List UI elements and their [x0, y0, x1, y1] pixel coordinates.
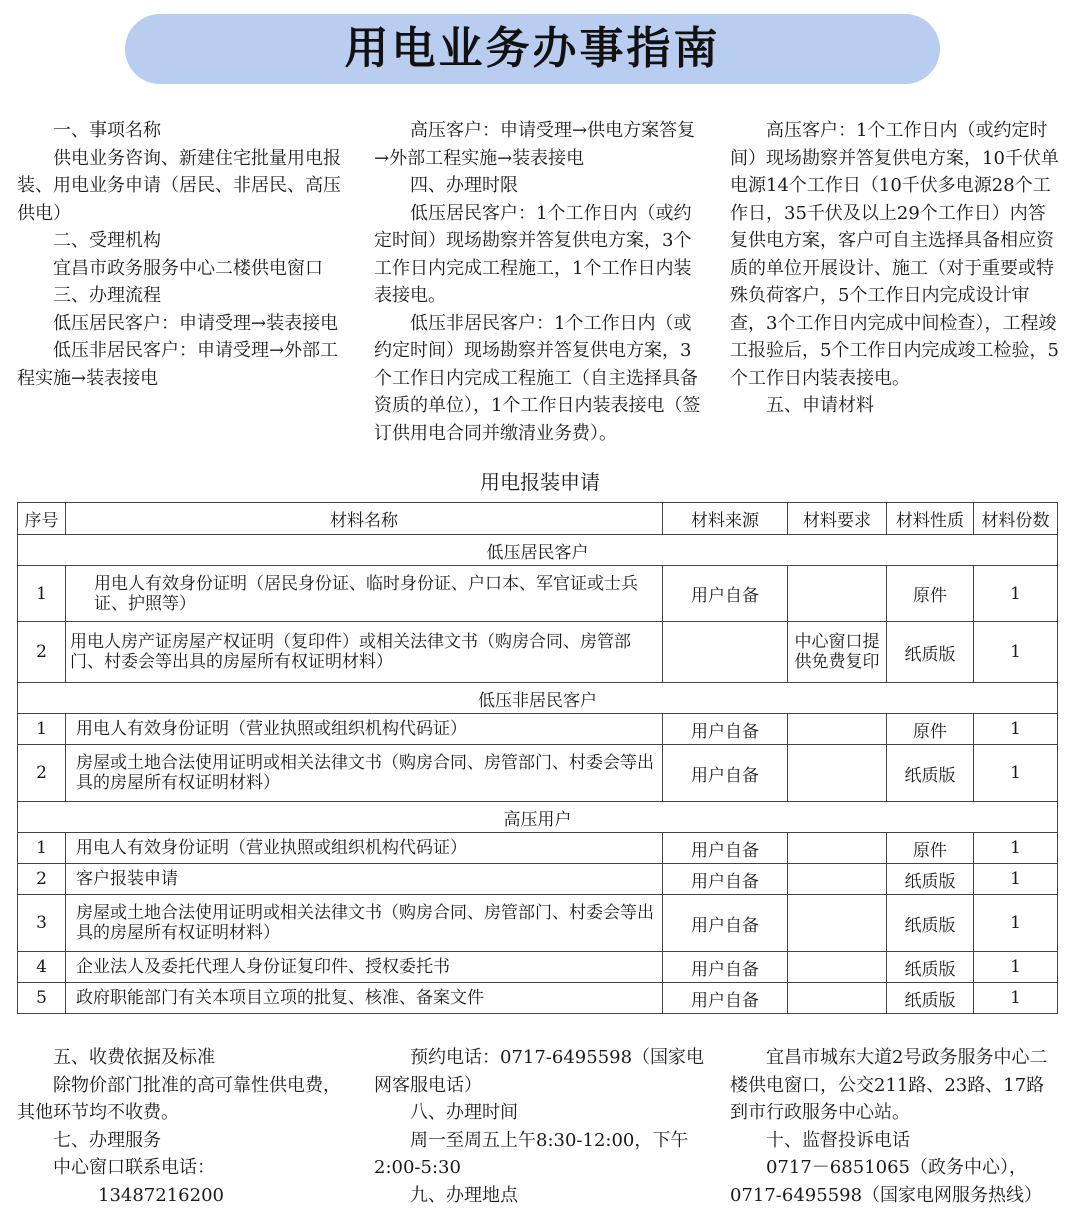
cell-no: 1 — [18, 714, 66, 745]
table-row — [18, 983, 1058, 1014]
cell-count: 1 — [974, 833, 1058, 864]
cell-name: 用电人房产证房屋产权证明（复印件）或相关法律文书（购房合同、房管部门、村委会等出具的房屋所有权证明材料） — [66, 622, 663, 683]
cell-no: 2 — [18, 745, 66, 802]
cell-nature: 纸质版 — [887, 745, 974, 802]
table-title: 用电报装申请 — [480, 470, 600, 494]
paragraph: 供电业务咨询、新建住宅批量用电报装、用电业务申请（居民、非居民、高压供电） — [17, 147, 341, 224]
table-row — [18, 745, 1058, 802]
intro-column-1 — [17, 117, 347, 392]
cell-name: 用电人有效身份证明（居民身份证、临时身份证、户口本、军官证或士兵证、护照等） — [66, 566, 663, 622]
cell-source: 用户自备 — [663, 566, 788, 622]
paragraph: 预约电话：0717-6495598（国家电网客服电话） — [374, 1047, 705, 1096]
section-row: 高压用户 — [18, 802, 1058, 833]
cell-count: 1 — [974, 714, 1058, 745]
table-row — [18, 714, 1058, 745]
cell-nature: 纸质版 — [887, 983, 974, 1014]
cell-source: 用户自备 — [663, 833, 788, 864]
section-heading: 二、受理机构 — [53, 230, 161, 251]
table-row — [18, 566, 1058, 622]
cell-requirement — [788, 745, 887, 802]
section-heading: 一、事项名称 — [53, 120, 161, 141]
paragraph: 周一至周五上午8:30-12:00，下午2:00-5:30 — [374, 1129, 689, 1178]
cell-requirement — [788, 833, 887, 864]
cell-count: 1 — [974, 745, 1058, 802]
cell-requirement — [788, 983, 887, 1014]
header-count: 材料份数 — [974, 503, 1058, 535]
cell-name: 政府职能部门有关本项目立项的批复、核准、备案文件 — [66, 983, 663, 1014]
paragraph: 宜昌市城东大道2号政务服务中心二楼供电窗口，公交211路、23路、17路到市行政服务中心站。 — [730, 1047, 1048, 1123]
cell-requirement — [788, 864, 887, 895]
table-row — [18, 622, 1058, 683]
cell-count: 1 — [974, 983, 1058, 1014]
cell-no: 5 — [18, 983, 66, 1014]
table-row — [18, 952, 1058, 983]
cell-name: 用电人有效身份证明（营业执照或组织机构代码证） — [66, 833, 663, 864]
cell-nature: 纸质版 — [887, 895, 974, 952]
section-heading: 七、办理服务 — [53, 1129, 161, 1151]
header-requirement: 材料要求 — [788, 503, 887, 535]
intro-column-2 — [374, 117, 706, 447]
cell-count: 1 — [974, 622, 1058, 683]
table-row — [18, 864, 1058, 895]
footer-column-3 — [730, 1044, 1062, 1209]
cell-count: 1 — [974, 952, 1058, 983]
paragraph: 低压居民客户：申请受理→装表接电 — [53, 312, 339, 334]
cell-name: 客户报装申请 — [66, 864, 663, 895]
paragraph: 除物价部门批准的高可靠性供电费，其他环节均不收费。 — [17, 1074, 341, 1123]
section-heading: 三、办理流程 — [53, 285, 161, 306]
section-row: 低压非居民客户 — [18, 683, 1058, 714]
table-header-row — [18, 503, 1058, 535]
cell-source: 用户自备 — [663, 952, 788, 983]
cell-requirement — [788, 895, 887, 952]
cell-count: 1 — [974, 566, 1058, 622]
cell-no: 2 — [18, 864, 66, 895]
paragraph: 低压居民客户：1个工作日内（或约定时间）现场勘察并答复供电方案，3个工作日内完成工程施工，1个工作日内装表接电。 — [374, 202, 692, 306]
header-name: 材料名称 — [66, 503, 663, 535]
materials-table — [17, 502, 1058, 1014]
cell-nature: 纸质版 — [887, 622, 974, 683]
cell-source: 用户自备 — [663, 714, 788, 745]
cell-count: 1 — [974, 864, 1058, 895]
cell-nature: 纸质版 — [887, 952, 974, 983]
section-row: 低压居民客户 — [18, 535, 1058, 566]
cell-no: 4 — [18, 952, 66, 983]
cell-source — [663, 622, 788, 683]
cell-count: 1 — [974, 895, 1058, 952]
cell-no: 2 — [18, 622, 66, 683]
section-heading: 五、申请材料 — [766, 395, 874, 416]
cell-requirement — [788, 952, 887, 983]
cell-name: 房屋或土地合法使用证明或相关法律文书（购房合同、房管部门、村委会等出具的房屋所有权证明材料） — [66, 745, 663, 802]
cell-source: 用户自备 — [663, 745, 788, 802]
section-heading: 九、办理地点 — [410, 1184, 518, 1206]
paragraph: 高压客户：申请受理→供电方案答复→外部工程实施→装表接电 — [374, 120, 696, 169]
cell-nature: 原件 — [887, 566, 974, 622]
cell-source: 用户自备 — [663, 864, 788, 895]
section-heading: 十、监督投诉电话 — [766, 1129, 910, 1151]
section-heading: 五、收费依据及标准 — [53, 1047, 215, 1068]
cell-name: 用电人有效身份证明（营业执照或组织机构代码证） — [66, 714, 663, 745]
cell-requirement — [788, 714, 887, 745]
cell-nature: 原件 — [887, 714, 974, 745]
intro-column-3 — [730, 117, 1062, 420]
paragraph: 宜昌市政务服务中心二楼供电窗口 — [53, 257, 323, 279]
footer-column-2 — [374, 1044, 706, 1209]
cell-source: 用户自备 — [663, 983, 788, 1014]
table-row — [18, 833, 1058, 864]
header-no: 序号 — [18, 503, 66, 535]
cell-no: 3 — [18, 895, 66, 952]
header-source: 材料来源 — [663, 503, 788, 535]
paragraph: 0717－6851065（政务中心），0717-6495598（国家电网服务热线） — [730, 1157, 1043, 1206]
paragraph: 低压非居民客户：1个工作日内（或约定时间）现场勘察并答复供电方案，3个工作日内完成工程施工（自主选择具备资质的单位），1个工作日内装表接电（签订供用电合同并缴清业务费）。 — [374, 312, 701, 444]
cell-no: 1 — [18, 566, 66, 622]
paragraph: 高压客户：1个工作日内（或约定时间）现场勘察并答复供电方案，10千伏单电源14个工作日（10千伏多电源28个工作日，35千伏及以上29个工作日）内答复供电方案，客户可自主选择具备相应资质的单位开展设计、施工（对于重要或特殊负荷客户，5个工作日内完成设计审查，3个工作日内完成中间检查），工程竣工报验后，5个工作日内完成竣工检验，5个工作日内装表接电。 — [730, 120, 1059, 389]
section-heading: 八、办理时间 — [410, 1102, 518, 1123]
table-row — [18, 895, 1058, 952]
cell-requirement — [788, 566, 887, 622]
header-nature: 材料性质 — [887, 503, 974, 535]
footer-column-1 — [17, 1044, 347, 1209]
phone-number: 13487216200 — [98, 1184, 224, 1206]
cell-nature: 原件 — [887, 833, 974, 864]
cell-name: 企业法人及委托代理人身份证复印件、授权委托书 — [66, 952, 663, 983]
cell-nature: 纸质版 — [887, 864, 974, 895]
cell-name: 房屋或土地合法使用证明或相关法律文书（购房合同、房管部门、村委会等出具的房屋所有权证明材料） — [66, 895, 663, 952]
paragraph: 低压非居民客户：申请受理→外部工程实施→装表接电 — [17, 340, 339, 389]
paragraph: 中心窗口联系电话： — [53, 1157, 215, 1178]
cell-requirement: 中心窗口提供免费复印 — [788, 622, 887, 683]
page-title: 用电业务办事指南 — [125, 14, 940, 84]
cell-source: 用户自备 — [663, 895, 788, 952]
cell-no: 1 — [18, 833, 66, 864]
section-heading: 四、办理时限 — [410, 175, 518, 196]
